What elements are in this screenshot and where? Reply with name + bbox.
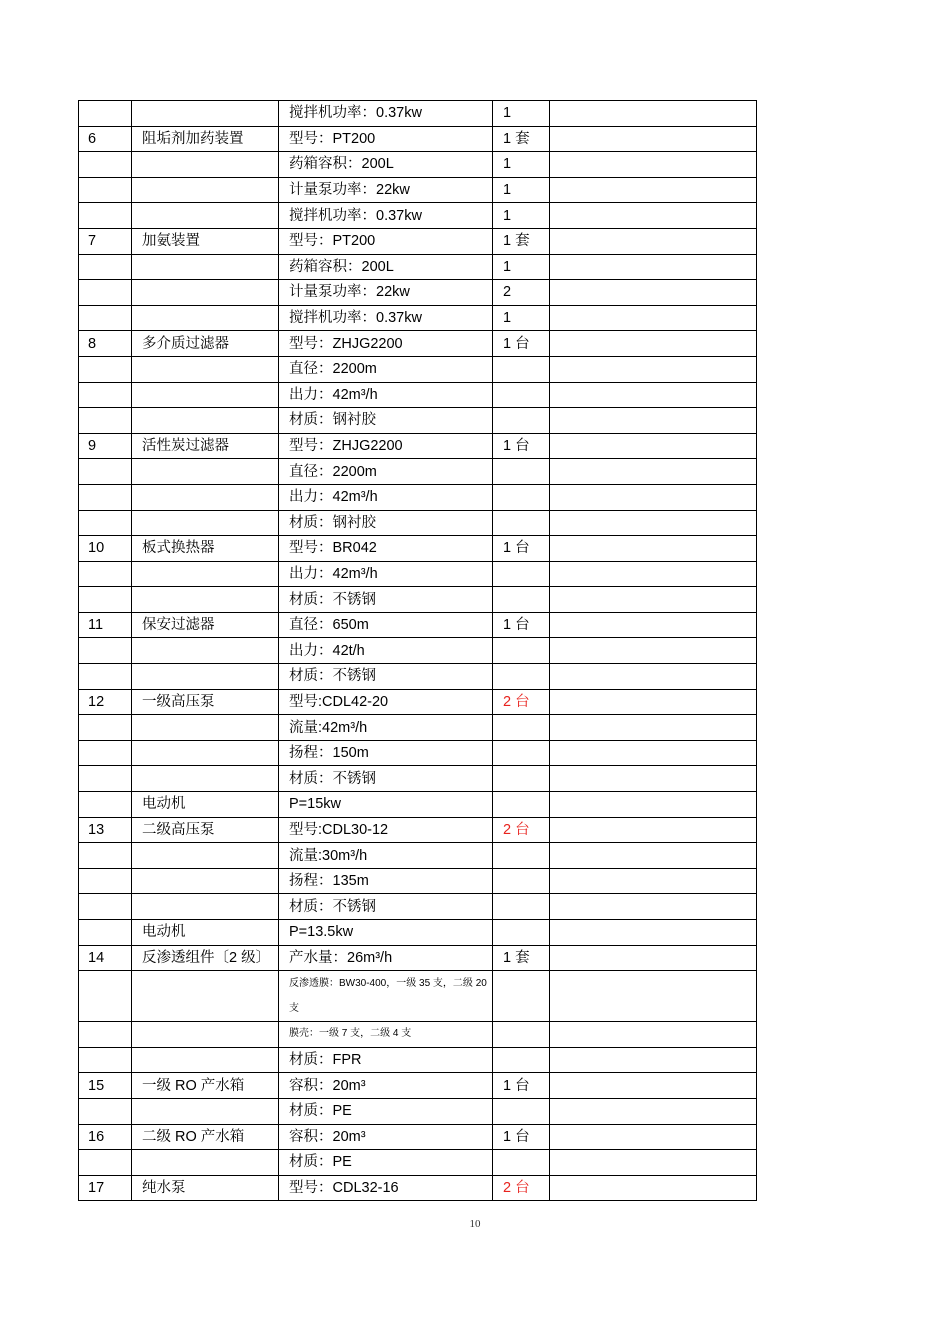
table-row [79,920,757,946]
cell-name [132,894,279,920]
cell-spec: 容积：20m³ [279,1073,493,1099]
cell-no [79,894,132,920]
cell-qty: 1 [493,177,550,203]
cell-spec: 型号：CDL32-16 [279,1175,493,1201]
cell-spec: 药箱容积：200L [279,152,493,178]
table-row [79,1073,757,1099]
cell-note [550,766,757,792]
cell-note [550,433,757,459]
cell-spec: 产水量：26m³/h [279,945,493,971]
cell-qty [493,510,550,536]
cell-name: 纯水泵 [132,1175,279,1201]
cell-name [132,484,279,510]
cell-name [132,305,279,331]
cell-name [132,280,279,306]
cell-no: 14 [79,945,132,971]
cell-qty: 2 [493,280,550,306]
table-row [79,1098,757,1124]
cell-qty: 1 台 [493,331,550,357]
cell-no: 17 [79,1175,132,1201]
cell-name [132,152,279,178]
cell-note [550,331,757,357]
cell-qty [493,920,550,946]
cell-name: 一级高压泵 [132,689,279,715]
table-row [79,561,757,587]
cell-spec: 材质：钢衬胶 [279,510,493,536]
table-row [79,1124,757,1150]
table-row [79,1175,757,1201]
cell-note [550,510,757,536]
cell-qty [493,1047,550,1073]
table-row [79,792,757,818]
cell-spec: 型号:CDL30-12 [279,817,493,843]
cell-note [550,561,757,587]
cell-qty [493,740,550,766]
cell-note [550,1124,757,1150]
cell-name [132,254,279,280]
cell-name [132,177,279,203]
cell-note [550,664,757,690]
cell-name [132,1150,279,1176]
cell-spec: 材质：钢衬胶 [279,408,493,434]
cell-note [550,1047,757,1073]
cell-spec: P=13.5kw [279,920,493,946]
cell-no [79,1047,132,1073]
cell-note [550,638,757,664]
table-row [79,817,757,843]
cell-name [132,971,279,1022]
cell-note [550,843,757,869]
cell-spec: 容积：20m³ [279,1124,493,1150]
cell-note [550,459,757,485]
cell-qty: 1 台 [493,536,550,562]
cell-spec: 材质：PE [279,1098,493,1124]
cell-note [550,126,757,152]
cell-name [132,382,279,408]
cell-spec: 药箱容积：200L [279,254,493,280]
table-row [79,689,757,715]
table-row [79,484,757,510]
cell-note [550,792,757,818]
table-row [79,945,757,971]
cell-name [132,1098,279,1124]
cell-no [79,101,132,127]
cell-spec: 扬程：135m [279,868,493,894]
cell-spec: 搅拌机功率：0.37kw [279,203,493,229]
cell-qty [493,1098,550,1124]
table-row [79,638,757,664]
cell-no [79,459,132,485]
cell-spec: 材质：不锈钢 [279,587,493,613]
cell-note [550,1022,757,1048]
cell-qty: 1 套 [493,126,550,152]
cell-note [550,152,757,178]
table-row [79,152,757,178]
cell-no [79,1022,132,1048]
cell-spec: 出力：42m³/h [279,561,493,587]
cell-name: 多介质过滤器 [132,331,279,357]
table-row [79,280,757,306]
cell-qty [493,459,550,485]
cell-no [79,715,132,741]
table-row [79,843,757,869]
table-row [79,612,757,638]
cell-spec: 扬程：150m [279,740,493,766]
cell-note [550,101,757,127]
cell-qty: 1 台 [493,1073,550,1099]
cell-note [550,1098,757,1124]
cell-no: 8 [79,331,132,357]
cell-spec: 搅拌机功率：0.37kw [279,305,493,331]
cell-spec: 型号：ZHJG2200 [279,433,493,459]
cell-note [550,1150,757,1176]
cell-qty: 1 [493,101,550,127]
equipment-table [78,100,757,1201]
cell-no [79,356,132,382]
cell-name: 活性炭过滤器 [132,433,279,459]
cell-no: 15 [79,1073,132,1099]
table-row [79,587,757,613]
cell-name: 加氨装置 [132,228,279,254]
cell-note [550,305,757,331]
cell-name: 板式换热器 [132,536,279,562]
cell-no [79,305,132,331]
table-row [79,740,757,766]
cell-no: 13 [79,817,132,843]
cell-spec: 材质：不锈钢 [279,894,493,920]
cell-note [550,228,757,254]
table-row [79,868,757,894]
table-row [79,1022,757,1048]
cell-note [550,536,757,562]
cell-name [132,459,279,485]
cell-name [132,766,279,792]
cell-no: 7 [79,228,132,254]
page-number: 10 [469,1218,481,1230]
table-row [79,766,757,792]
cell-no [79,868,132,894]
cell-qty [493,715,550,741]
cell-spec: 直径：2200m [279,356,493,382]
table-row [79,1150,757,1176]
cell-qty [493,971,550,1022]
table-row [79,1047,757,1073]
cell-qty: 2 台 [493,1175,550,1201]
cell-no: 12 [79,689,132,715]
cell-note [550,382,757,408]
cell-spec: 流量:42m³/h [279,715,493,741]
cell-qty: 1 台 [493,612,550,638]
cell-spec: 型号：PT200 [279,126,493,152]
cell-spec: 搅拌机功率：0.37kw [279,101,493,127]
cell-name [132,868,279,894]
table-row [79,433,757,459]
cell-name: 二级高压泵 [132,817,279,843]
cell-qty: 1 [493,152,550,178]
cell-spec: 型号：BR042 [279,536,493,562]
cell-name [132,561,279,587]
cell-no [79,1098,132,1124]
cell-note [550,254,757,280]
cell-no: 6 [79,126,132,152]
cell-qty: 1 套 [493,228,550,254]
cell-name: 反渗透组件〔2 级〕 [132,945,279,971]
cell-note [550,945,757,971]
cell-name: 电动机 [132,792,279,818]
cell-qty [493,356,550,382]
cell-name [132,510,279,536]
table-row [79,664,757,690]
table-row [79,382,757,408]
cell-name [132,664,279,690]
cell-qty: 2 台 [493,689,550,715]
table-row [79,305,757,331]
cell-note [550,484,757,510]
cell-no: 10 [79,536,132,562]
cell-qty [493,843,550,869]
cell-spec: 直径：650m [279,612,493,638]
table-row [79,177,757,203]
table-row [79,894,757,920]
cell-no [79,587,132,613]
cell-no [79,382,132,408]
cell-no [79,280,132,306]
table-row [79,536,757,562]
cell-qty [493,1022,550,1048]
cell-name [132,101,279,127]
cell-spec: 出力：42m³/h [279,484,493,510]
cell-no [79,740,132,766]
cell-no [79,843,132,869]
table-row [79,331,757,357]
cell-name: 保安过滤器 [132,612,279,638]
cell-name [132,843,279,869]
cell-note [550,920,757,946]
equipment-table-body [79,101,757,1201]
table-row [79,101,757,127]
cell-qty [493,408,550,434]
cell-name [132,638,279,664]
cell-name [132,715,279,741]
cell-qty: 1 台 [493,1124,550,1150]
table-row [79,715,757,741]
cell-qty [493,638,550,664]
cell-spec: 计量泵功率：22kw [279,280,493,306]
cell-no [79,792,132,818]
cell-note [550,689,757,715]
cell-no [79,203,132,229]
cell-note [550,177,757,203]
cell-note [550,715,757,741]
cell-spec: 型号：ZHJG2200 [279,331,493,357]
cell-qty [493,561,550,587]
cell-spec: 流量:30m³/h [279,843,493,869]
cell-no [79,1150,132,1176]
cell-no [79,254,132,280]
cell-spec: 型号：PT200 [279,228,493,254]
cell-note [550,740,757,766]
cell-note [550,203,757,229]
cell-spec: 材质：PE [279,1150,493,1176]
cell-name [132,203,279,229]
cell-spec: 直径：2200m [279,459,493,485]
cell-name [132,740,279,766]
table-row [79,228,757,254]
cell-no [79,664,132,690]
cell-no [79,177,132,203]
cell-qty [493,382,550,408]
cell-name: 阻垢剂加药装置 [132,126,279,152]
table-row [79,459,757,485]
cell-no [79,152,132,178]
table-row [79,126,757,152]
cell-spec: 出力：42m³/h [279,382,493,408]
cell-name: 电动机 [132,920,279,946]
cell-qty [493,766,550,792]
cell-qty: 1 [493,305,550,331]
cell-qty: 1 台 [493,433,550,459]
cell-name [132,356,279,382]
cell-note [550,612,757,638]
cell-no [79,638,132,664]
cell-note [550,868,757,894]
cell-qty [493,868,550,894]
cell-name: 一级 RO 产水箱 [132,1073,279,1099]
cell-no [79,561,132,587]
cell-qty [493,894,550,920]
cell-no [79,766,132,792]
table-row [79,254,757,280]
cell-spec: 材质：不锈钢 [279,664,493,690]
cell-no [79,510,132,536]
cell-qty [493,1150,550,1176]
cell-qty: 1 [493,203,550,229]
cell-qty [493,792,550,818]
cell-note [550,1073,757,1099]
cell-spec: 计量泵功率：22kw [279,177,493,203]
cell-no: 11 [79,612,132,638]
table-row [79,356,757,382]
cell-note [550,817,757,843]
cell-note [550,356,757,382]
cell-note [550,280,757,306]
cell-note [550,587,757,613]
cell-note [550,971,757,1022]
cell-note [550,894,757,920]
table-row [79,971,757,1022]
cell-no [79,408,132,434]
cell-name [132,408,279,434]
table-row [79,510,757,536]
cell-spec: P=15kw [279,792,493,818]
cell-note [550,408,757,434]
cell-spec: 反渗透膜：BW30-400，一级 35 支，二级 20 支 [279,971,493,1022]
cell-name [132,587,279,613]
cell-qty: 1 套 [493,945,550,971]
table-row [79,408,757,434]
cell-no: 16 [79,1124,132,1150]
cell-no [79,484,132,510]
cell-spec: 材质：不锈钢 [279,766,493,792]
cell-spec: 型号:CDL42-20 [279,689,493,715]
cell-qty [493,484,550,510]
cell-qty [493,587,550,613]
cell-no [79,971,132,1022]
table-row [79,203,757,229]
cell-name: 二级 RO 产水箱 [132,1124,279,1150]
cell-spec: 出力：42t/h [279,638,493,664]
cell-spec: 材质：FPR [279,1047,493,1073]
cell-qty: 2 台 [493,817,550,843]
cell-no: 9 [79,433,132,459]
cell-qty [493,664,550,690]
cell-name [132,1047,279,1073]
cell-no [79,920,132,946]
cell-note [550,1175,757,1201]
cell-qty: 1 [493,254,550,280]
cell-spec: 膜壳：一级 7 支，二级 4 支 [279,1022,493,1048]
cell-name [132,1022,279,1048]
